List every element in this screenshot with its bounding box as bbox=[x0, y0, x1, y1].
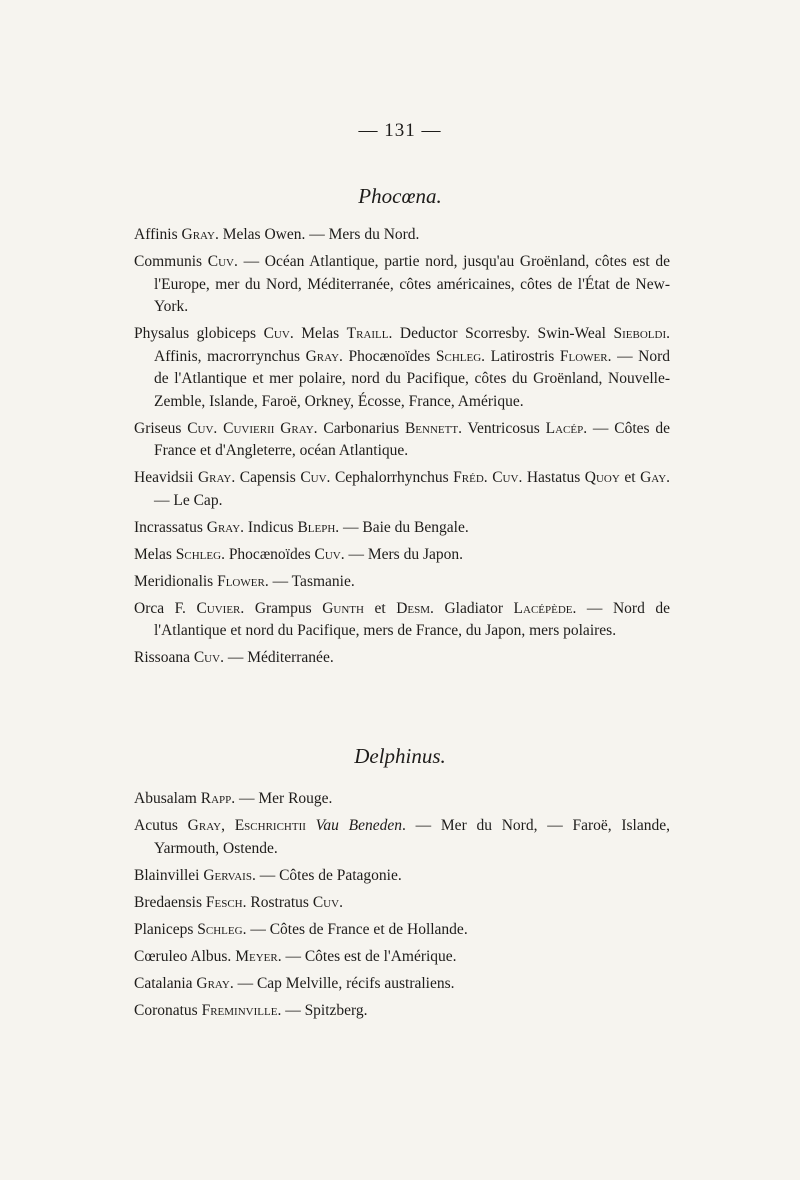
author-name: Gray bbox=[196, 974, 230, 992]
entry-text: . bbox=[483, 469, 493, 486]
entry-text: Affinis bbox=[134, 226, 182, 243]
entry-text: Acutus bbox=[134, 817, 188, 834]
taxon-entry bbox=[134, 919, 670, 942]
entry-text: . Melas bbox=[289, 325, 347, 342]
taxon-entry bbox=[134, 598, 670, 643]
taxon-entry bbox=[134, 815, 670, 860]
entry-text: . — Océan Atlantique, partie nord, jusqu'au Groënland, côtes est de l'Europe, mer du Nord, Méditerranée, côtes américaines, côtes de l'État de New-York. bbox=[154, 253, 670, 315]
taxon-entry bbox=[134, 544, 670, 567]
entry-text: . — Tasmanie. bbox=[264, 572, 355, 590]
author-name: Traill bbox=[346, 325, 389, 342]
entry-text: . — Baie du Bengale. bbox=[335, 518, 469, 536]
entry-text bbox=[306, 817, 316, 834]
section-heading-delphinus: Delphinus. bbox=[354, 744, 446, 768]
entry-text: . Melas Owen. — Mers du Nord. bbox=[214, 226, 420, 243]
taxon-entry bbox=[134, 418, 670, 463]
entry-text: Communis bbox=[134, 253, 208, 270]
entry-text: Griseus bbox=[134, 419, 188, 437]
entry-text: . — Le Cap. bbox=[154, 469, 671, 509]
entry-text: . — Nord de l'Atlantique et mer polaire, nord du Pacifique, côtes du Groënland, Nouvelle-Zemble, Islande, Faroë, Orkney, Écosse, France, Amérique. bbox=[154, 347, 670, 410]
entry-text: . Gladiator bbox=[430, 599, 514, 617]
taxon-entry bbox=[134, 517, 670, 540]
taxon-entry bbox=[134, 892, 670, 915]
entry-text: . Grampus bbox=[240, 599, 323, 617]
entry-text: Catalania bbox=[134, 974, 197, 992]
entry-text: . — Côtes de Patagonie. bbox=[251, 866, 402, 884]
entry-text: et bbox=[619, 469, 641, 486]
entry-text: , bbox=[221, 817, 235, 834]
entry-text: . Phocænoïdes bbox=[339, 347, 436, 365]
author-name: Cuv bbox=[492, 469, 519, 486]
author-name: Gray bbox=[197, 469, 232, 486]
entry-text: . Affinis, macrorrynchus bbox=[154, 325, 670, 365]
author-name: Eschrichtii bbox=[234, 817, 306, 834]
entry-text: . Capensis bbox=[231, 469, 301, 486]
author-name: Lacép bbox=[545, 419, 584, 437]
entry-text: . — Spitzberg. bbox=[277, 1001, 368, 1019]
entry-text: . bbox=[213, 419, 224, 437]
author-name: Rapp bbox=[200, 790, 232, 807]
author-name: Gervais bbox=[203, 866, 252, 884]
entry-text: . — Côtes de France et de Hollande. bbox=[242, 920, 468, 938]
author-name: Sieboldi bbox=[613, 325, 667, 342]
author-name: Cuv bbox=[300, 469, 327, 486]
entry-text: . — Méditerranée. bbox=[220, 649, 334, 666]
author-name: Cuv bbox=[187, 419, 214, 437]
entry-text: et bbox=[363, 599, 397, 617]
author-name: Bleph bbox=[297, 518, 336, 536]
entry-text: . — Mer du Nord, — Faroë, Islande, Yarmouth, Ostende. bbox=[154, 817, 671, 857]
entry-text: Planiceps bbox=[134, 920, 198, 938]
entry-text: . Deductor Scorresby. Swin-Weal bbox=[388, 325, 614, 342]
taxon-entry bbox=[134, 788, 670, 811]
entry-text: Melas bbox=[134, 545, 176, 563]
author-name: Fesch bbox=[205, 893, 243, 911]
taxon-entry bbox=[134, 1000, 670, 1023]
section-phocoena-entries bbox=[134, 224, 670, 674]
entry-text: . Ventricosus bbox=[458, 419, 546, 437]
author-name: Cuvier bbox=[196, 599, 241, 617]
author-name: Meyer bbox=[235, 947, 278, 965]
author-name: Flower bbox=[217, 572, 265, 590]
entry-text: Cœruleo Albus. bbox=[134, 947, 236, 965]
italic-citation: Vau Beneden bbox=[315, 817, 403, 834]
entry-text: . Rostratus bbox=[242, 893, 313, 911]
taxon-entry bbox=[134, 251, 670, 319]
page-number: — 131 — bbox=[358, 120, 442, 141]
author-name: Schleg bbox=[435, 347, 482, 365]
author-name: Gray bbox=[187, 817, 222, 834]
author-name: Gray bbox=[206, 518, 241, 536]
author-name: Cuv bbox=[312, 893, 340, 911]
author-name: Gay bbox=[640, 469, 667, 486]
entry-text: . Cephalorrhynchus bbox=[326, 469, 454, 486]
taxon-entry bbox=[134, 323, 670, 413]
author-name: Quoy bbox=[584, 469, 620, 486]
entry-text: Coronatus bbox=[134, 1001, 202, 1019]
author-name: Fréd bbox=[453, 469, 484, 486]
entry-text: . — Mers du Japon. bbox=[340, 545, 464, 563]
author-name: Schleg bbox=[197, 920, 243, 938]
entry-text: . — Côtes de France et d'Angleterre, océan Atlantique. bbox=[154, 419, 671, 459]
entry-text: Heavidsii bbox=[134, 469, 198, 486]
author-name: Desm bbox=[396, 599, 431, 617]
author-name: Bennett bbox=[404, 419, 459, 437]
entry-text: . Phocænoïdes bbox=[221, 545, 315, 563]
entry-text: Meridionalis bbox=[134, 572, 218, 590]
entry-text: Physalus globiceps bbox=[134, 325, 264, 342]
taxon-entry bbox=[134, 973, 670, 996]
author-name: Cuv bbox=[263, 325, 290, 342]
entry-text: . bbox=[339, 893, 343, 911]
entry-text: . — Côtes est de l'Amérique. bbox=[277, 947, 457, 965]
taxon-entry bbox=[134, 571, 670, 594]
author-name: Lacépède bbox=[513, 599, 573, 617]
entry-text: Abusalam bbox=[134, 790, 201, 807]
author-name: Cuv bbox=[207, 253, 234, 270]
entry-text: . Hastatus bbox=[518, 469, 585, 486]
author-name: Freminville bbox=[201, 1001, 278, 1019]
entry-text: Blainvillei bbox=[134, 866, 204, 884]
entry-text: . — Nord de l'Atlantique et nord du Pacifique, mers de France, du Japon, mers polaires. bbox=[154, 599, 670, 639]
section-delphinus-entries bbox=[134, 788, 670, 1027]
author-name: Schleg bbox=[175, 545, 222, 563]
entry-text: Incrassatus bbox=[134, 518, 207, 536]
author-name: Gray bbox=[181, 226, 215, 243]
entry-text: Bredaensis bbox=[134, 893, 206, 911]
entry-text: Orca F. bbox=[134, 599, 197, 617]
entry-text: Rissoana bbox=[134, 649, 194, 666]
entry-text: . — Mer Rouge. bbox=[231, 790, 333, 807]
taxon-entry bbox=[134, 865, 670, 888]
taxon-entry bbox=[134, 224, 670, 247]
section-heading-phocoena: Phocœna. bbox=[358, 184, 442, 208]
entry-text: . — Cap Melville, récifs australiens. bbox=[229, 974, 455, 992]
author-name: Cuvierii bbox=[223, 419, 275, 437]
author-name: Cuv bbox=[193, 649, 221, 666]
taxon-entry bbox=[134, 467, 670, 512]
author-name: Gray bbox=[280, 419, 314, 437]
author-name: Gunth bbox=[322, 599, 364, 617]
entry-text: . Carbonarius bbox=[313, 419, 405, 437]
author-name: Gray bbox=[305, 347, 340, 365]
entry-text: . Indicus bbox=[240, 518, 298, 536]
author-name: Flower bbox=[559, 347, 608, 365]
taxon-entry bbox=[134, 946, 670, 969]
taxon-entry bbox=[134, 647, 670, 670]
entry-text: . Latirostris bbox=[481, 347, 560, 365]
author-name: Cuv bbox=[314, 545, 341, 563]
